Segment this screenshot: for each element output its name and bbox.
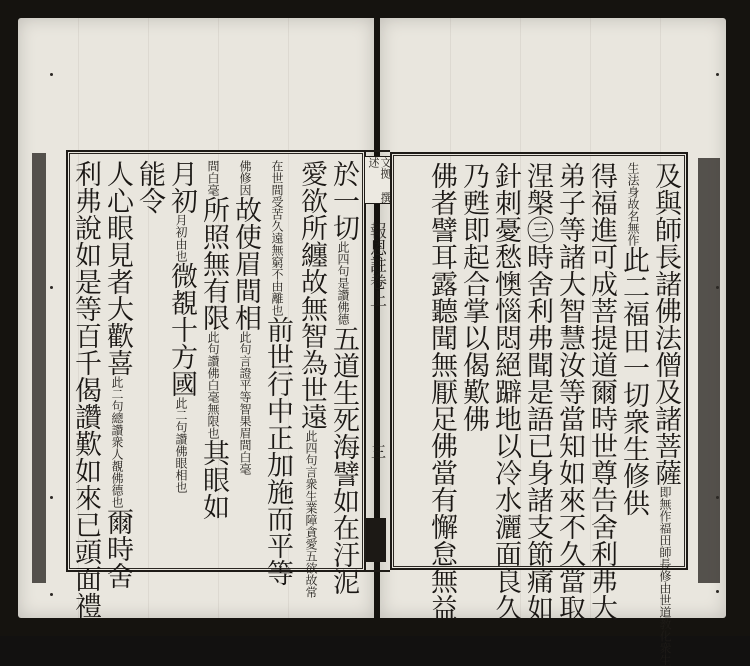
text-column: 利弗說如是等百千偈讚歎如來已頭面禮 [70,160,101,619]
text-column: 涅槃㊂時舍利弗聞是語已身諸支節痛如 [522,162,553,621]
volume-mark: 文拠 撰述 [364,156,394,204]
text-column: 愛欲所纏故無智為世遠此四句言衆生業障貪愛五欲故常 [296,160,327,598]
text-column: 月初月初由也微覩十方國此二句讚佛眼相也 [166,160,197,493]
left-page-text-block [66,150,366,619]
center-fold-column [362,150,390,572]
text-column: 及與師長諸佛法僧及諸菩薩即無作福田師長修由世道教化衆生 [650,162,681,666]
fish-tail-mark [366,518,386,562]
text-column: 能令 [134,160,165,214]
bleed-through-left [32,153,46,583]
text-column: 弟子等諸大智慧汝等當知如來不久當取 [554,162,585,621]
text-column: 人心眼見者大歡喜此二句總讚衆人覩佛德也爾時舍 [102,160,133,589]
text-column: 乃甦即起合掌以偈歎佛 [458,162,489,432]
text-column: 在世間受苦久遠無窮不由離也前世行中正加施而平等 [262,160,293,586]
text-column: 針刺憂愁懊惱悶絕躃地以冷水灑面良久 [490,162,521,621]
text-column: 間白毫所照無有限此句讚佛白毫無限也其眼如 [198,160,229,520]
text-column: 佛者譬耳露聽聞無厭足佛當有懈怠無益 [426,162,457,621]
text-column: 生法身故名無作此二福田一切衆生修供 [618,162,649,516]
text-column: 得福進可成菩提道爾時世尊告舍利弗大 [586,162,617,621]
text-column: 於一切此四句是讚佛德五道生死海譬如在汙泥 [328,160,359,595]
center-title: 報恩註卷上 [366,222,386,307]
bleed-through-right [698,158,720,583]
right-page-text-block [390,152,688,666]
page-number: 三 [369,444,387,459]
text-column: 佛修因故使眉間相此句言證平等智果眉間白毫 [230,160,261,475]
